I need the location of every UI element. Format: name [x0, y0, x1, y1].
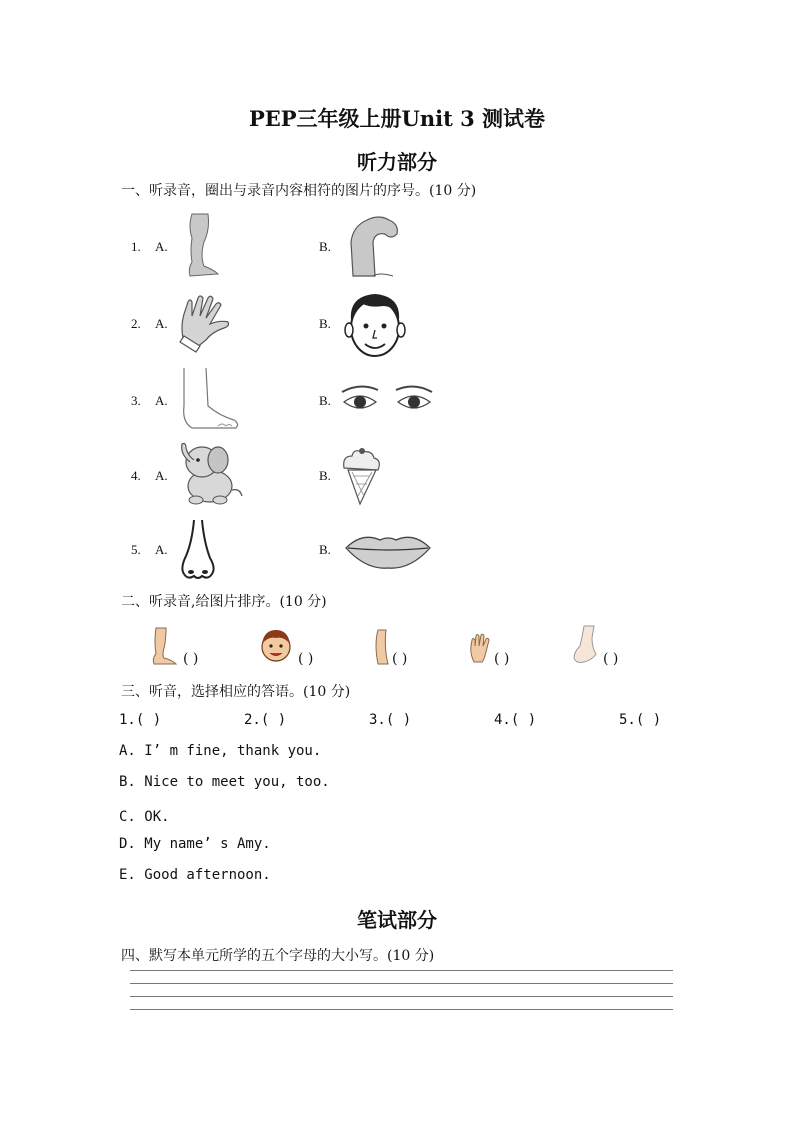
- ice-cream-icon: [340, 446, 382, 506]
- answer-blank-4[interactable]: 4.( ): [494, 712, 537, 728]
- answer-option-c: C. OK.: [119, 809, 170, 825]
- item-number: 1.: [131, 239, 141, 254]
- item-number: 2.: [131, 316, 141, 331]
- writing-line[interactable]: [130, 996, 673, 997]
- option-a-label: A.: [155, 316, 168, 331]
- option-b-label: B.: [319, 316, 331, 331]
- page-title: PEP三年级上册Unit 3 测试卷: [248, 106, 546, 131]
- foot-icon: [178, 366, 240, 432]
- writing-line[interactable]: [130, 1009, 673, 1010]
- answer-blank-5[interactable]: 5.( ): [619, 712, 662, 728]
- eyes-icon: [340, 380, 434, 420]
- hand-icon: [468, 632, 492, 666]
- answer-blank-1[interactable]: 1.( ): [119, 712, 162, 728]
- hand-icon: [176, 292, 232, 354]
- foot-icon: [570, 624, 600, 666]
- option-a-label: A.: [155, 239, 168, 254]
- writing-line[interactable]: [130, 983, 673, 984]
- answer-option-b: B. Nice to meet you, too.: [119, 774, 330, 790]
- arm-icon: [345, 212, 403, 278]
- option-b-label: B.: [319, 393, 331, 408]
- item-number: 5.: [131, 542, 141, 557]
- part-heading-writing: 笔试部分: [357, 908, 437, 932]
- nose-icon: [178, 518, 218, 582]
- option-a-label: A.: [155, 542, 168, 557]
- answer-option-d: D. My name’ s Amy.: [119, 836, 271, 852]
- answer-option-a: A. I’ m fine, thank you.: [119, 743, 322, 759]
- answer-option-e: E. Good afternoon.: [119, 867, 271, 883]
- elephant-icon: [172, 440, 246, 506]
- face-icon: [343, 290, 407, 360]
- order-blank[interactable]: ( ): [494, 651, 510, 667]
- section2-heading: 二、听录音,给图片排序。(10 分): [121, 594, 327, 610]
- section1-heading: 一、听录音，圈出与录音内容相符的图片的序号。(10 分): [121, 183, 477, 199]
- item-number: 4.: [131, 468, 141, 483]
- writing-line[interactable]: [130, 970, 673, 971]
- leg-icon: [182, 212, 222, 278]
- order-blank[interactable]: ( ): [183, 651, 199, 667]
- option-b-label: B.: [319, 542, 331, 557]
- answer-blank-2[interactable]: 2.( ): [244, 712, 287, 728]
- option-a-label: A.: [155, 393, 168, 408]
- arm-icon: [372, 628, 392, 666]
- leg-icon: [150, 626, 178, 666]
- mouth-icon: [344, 530, 432, 570]
- option-a-label: A.: [155, 468, 168, 483]
- order-blank[interactable]: ( ): [298, 651, 314, 667]
- face-icon: [258, 628, 294, 664]
- item-number: 3.: [131, 393, 141, 408]
- part-heading-listening: 听力部分: [357, 150, 437, 174]
- option-b-label: B.: [319, 468, 331, 483]
- answer-blank-3[interactable]: 3.( ): [369, 712, 412, 728]
- option-b-label: B.: [319, 239, 331, 254]
- order-blank[interactable]: ( ): [603, 651, 619, 667]
- section3-heading: 三、听音，选择相应的答语。(10 分): [121, 684, 351, 700]
- order-blank[interactable]: ( ): [392, 651, 408, 667]
- section4-heading: 四、默写本单元所学的五个字母的大小写。(10 分): [121, 948, 435, 964]
